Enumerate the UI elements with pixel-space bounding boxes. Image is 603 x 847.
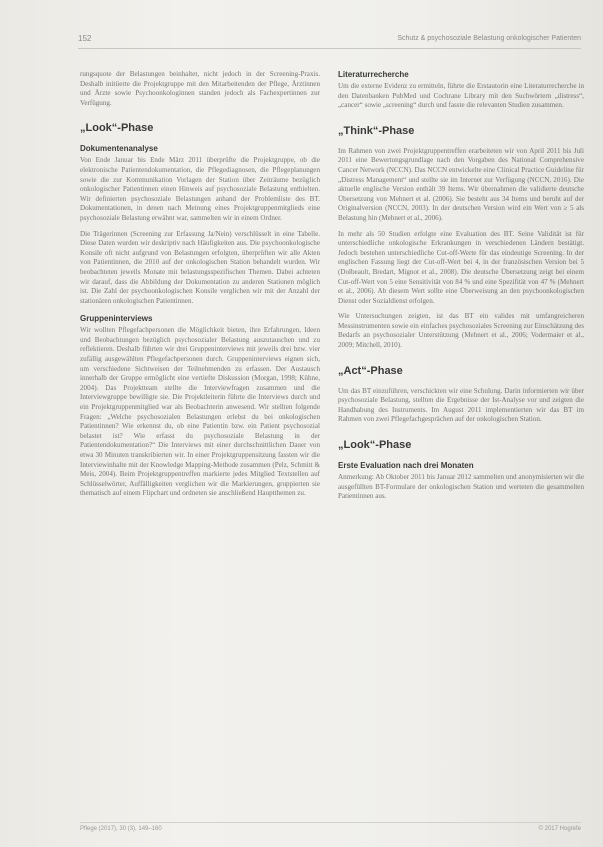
look-phase-2-heading: „Look“-Phase — [338, 439, 412, 452]
document-analysis-paragraph-1: Von Ende Januar bis Ende März 2011 überprüfte die Projektgruppe, ob die elektronische Patientendokumentation, die Pflegediagnosen, die Pflegeplanungen sowie die zur Kommunikation Vorlagen der Station über Zeiträume bezüglich onkologischer Patientinnen einen Hinweis auf psychosoziale Belastung enthielten. Wir definierten psychosoziale Belastungen anhand der Problemliste des BT. Dokumentationen, in denen nach Meinung eines Projektgruppenmitglieds eine psychosoziale Belastung erwähnt war, sammelten wir in einem Ordner. — [80, 156, 320, 222]
think-paragraph-1: Im Rahmen von zwei Projektgruppentreffen erarbeiteten wir von April 2011 bis Juli 2011 eine Bewertungsgrundlage nach den Vorgaben des National Comprehensive Cancer Network (NCCN). Das NCCN entwickelte eine Clinical Practice Guideline für „Distress Management“ und stellte sie im Internet zur Verfügung (NCCN, 2016). Die aktuelle englische Version enthält 39 Items. Wir übernahmen die validierte deutsche Übersetzung von Mehnert et al. (2006). Sie besteht aus 34 Items und beruht auf der Originalversion (NCCN, 2003). In der deutschen Version wird ein Wert von ≥ 5 als Belastung hin (Mehnert et al., 2006). — [338, 146, 584, 222]
act-phase-heading: „Act“-Phase — [338, 364, 403, 377]
footer-copyright: © 2017 Hogrefe — [538, 826, 581, 832]
group-interviews-heading: Gruppeninterviews — [80, 314, 153, 324]
look-phase-heading: „Look“-Phase — [80, 122, 154, 135]
page-footer — [80, 826, 581, 836]
think-phase-heading: „Think“-Phase — [338, 124, 415, 137]
header-divider — [78, 48, 581, 49]
intro-paragraph: rungsquote der Belastungen beinhaltet, nicht jedoch in der Screening-Praxis. Deshalb initiierte die Projektgruppe mit den Mitarbeitenden der Pflege, Ärztinnen und Ärzte sowie Psychoonkologinnen standen jedoch als Fachexpertinnen zur Verfügung. — [80, 70, 320, 107]
literature-paragraph: Um die externe Evidenz zu ermitteln, führte die Erstautorin eine Literaturrecherche in den Datenbanken PubMed und Cochrane Library mit den Suchwörtern „distress“, „cancer“ sowie „screening“ durch und fasste die relevanten Studien zusammen. — [338, 82, 584, 110]
running-title: Schutz & psychosoziale Belastung onkologischer Patienten — [397, 35, 581, 42]
page-header — [78, 34, 581, 48]
think-paragraph-2: In mehr als 50 Studien erfolgte eine Evaluation des BT. Seine Validität ist für unterschiedliche onkologische Erkrankungen in verschiedenen Ländern bestätigt. Jedoch bestehen unterschiedliche Cut-off-Werte für das eindeutige Screening. In der englischen Fassung liegt der Cut-off-Wert bei 4, in der französischen Version bei 5 (Dolbeault, Bredart, Mignot et al., 2008). Die deutsche Übersetzung zeigt bei einem Cut-off-Wert von 5 eine Sensitivität von 84 % und eine Spezifität von 47 % (Mehnert et al., 2006). Ab diesem Wert sollte eine Überweisung an den psychoonkologischen Dienst oder Sozialdienst erfolgen. — [338, 229, 584, 305]
page-number: 152 — [78, 34, 92, 43]
think-paragraph-3: Wie Untersuchungen zeigten, ist das BT ein valides mit umfangreicheren Messinstrumenten sowie ein einfaches psychosoziales Screening zur Einschätzung des Bedarfs an psychosozialer Unterstützung (Mehnert et al., 2006; Vodermaier et al., 2009; Mitchell, 2010). — [338, 312, 584, 350]
literature-heading: Literaturrecherche — [338, 70, 409, 79]
footer-citation: Pflege (2017), 30 (3), 149–160 — [80, 826, 162, 832]
evaluation-heading: Erste Evaluation nach drei Monaten — [338, 461, 474, 471]
group-interviews-paragraph: Wir wollten Pflegefachpersonen die Möglichkeit bieten, ihre Erfahrungen, Ideen und Beobachtungen bezüglich psychosozialer Belastung auszutauschen und zu reflektieren. Deshalb führten wir drei Gruppeninterviews mit jeweils drei bzw. vier zufällig ausgewählten Pflegefachpersonen durch. Gruppeninterviews eignen sich, um verschiedene Sichtweisen der Teilnehmenden zu erfassen. Der Austausch innerhalb der Gruppe ermöglicht eine vertiefte Diskussion (Morgan, 1998; Kühne, 2004). Das Projektteam stellte die Interviewfragen zusammen und die Interviewgruppe bewilligte sie. Die Projektleiterin führte die Interviews durch und ein Projektgruppenmitglied war als Beobachterin anwesend. Wir stellten folgende Fragen: „Welche psychosozialen Belastungen erlebst du bei onkologischen Patientinnen? Wie erkennst du, ob eine Patientin bzw. ein Patient psychosozial belastet ist? Wie erfasst du psychosoziale Belastung in der Patientendokumentation?“ Die Interviews mit einer durchschnittlichen Dauer von etwa 30 Minuten transkribierten wir. In einer Projektgruppensitzung fassten wir die Interviewinhalte mit der Knowledge Mapping-Methode zusammen (Pelz, Schmitt & Meis, 2004). Beim Projektgruppentreffen markierte jedes Mitglied Textstellen auf Schlüsselwörter, Auffälligkeiten verglichen wir die Markierungen, gruppierten sie thematisch auf einem Flipchart und ordneten sie anschließend Hauptthemen zu. — [80, 326, 320, 498]
evaluation-paragraph: Anmerkung: Ab Oktober 2011 bis Januar 2012 sammelten und anonymisierten wir die ausgefüllten BT-Formulare der onkologischen Station und werteten die gesammelten Patientinnen aus. — [338, 473, 584, 501]
act-paragraph: Um das BT einzuführen, verschickten wir eine Schulung. Darin informierten wir über psychosoziale Belastung, stellten die Ergebnisse der Ist-Analyse vor und zeigten die Handhabung des Instruments. Im August 2011 implementierten wir das BT im Rahmen von zwei Pflegefachgesprächen auf der onkologischen Station. — [338, 386, 584, 424]
right-column — [338, 70, 584, 508]
document-analysis-paragraph-2: Die Trägerinnen (Screening zur Erfassung Ja/Nein) verschlüsselt in eine Tabelle. Diese Daten wurden wir deskriptiv nach Häufigkeiten aus. Die psychoonkologische Konsile oft nicht aufgrund von Belastungen erfolgten, überprüften wir alle Akten von Patientinnen, die 2010 auf der onkologischen Station behandelt wurden. Wir beobachteten jeweils Monate mit belastungsspezifischen Themen. Dabei achteten wir darauf, dass die Abbildung der Dokumentation zu anderen Stationen möglich ist. Die Zahl der psychoonkologischen Konsile verglichen wir mit der Anzahl der stationären onkologischen Patientinnen. — [80, 229, 320, 305]
left-column — [80, 70, 320, 505]
document-analysis-heading: Dokumentenanalyse — [80, 144, 158, 154]
footer-divider — [80, 822, 581, 823]
